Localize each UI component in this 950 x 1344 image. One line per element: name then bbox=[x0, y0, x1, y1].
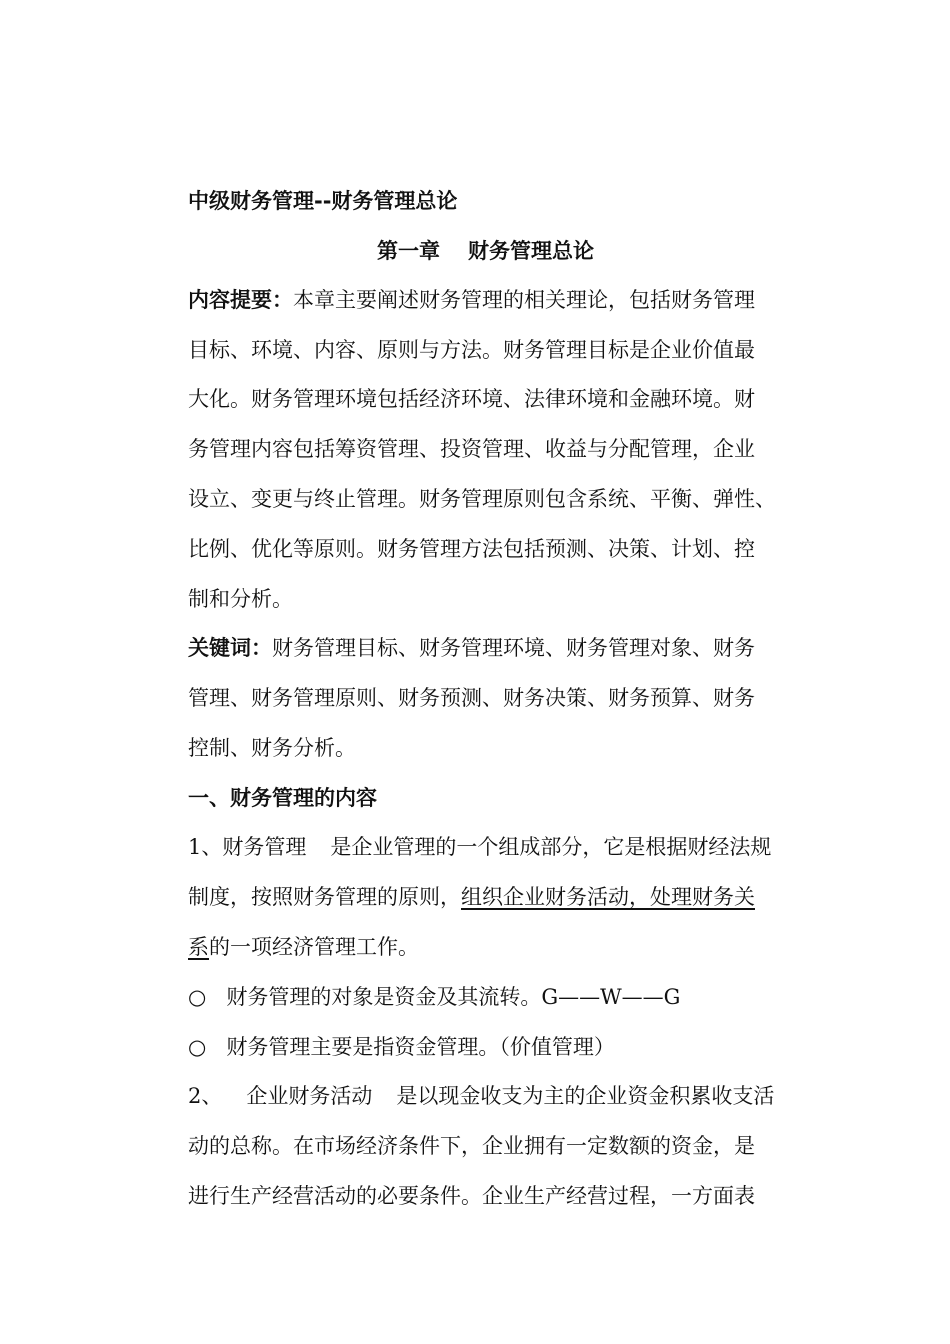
item1-line-3: 系的一项经济管理工作。 bbox=[188, 935, 419, 959]
keywords-line-2: 管理、财务管理原则、财务预测、财务决策、财务预算、财务 bbox=[188, 686, 755, 710]
section-heading: 一、财务管理的内容 bbox=[188, 786, 377, 810]
summary-line-2: 目标、环境、内容、原则与方法。财务管理目标是企业价值最 bbox=[188, 338, 755, 362]
chapter-number: 第一章 bbox=[377, 239, 440, 263]
item2-term: 企业财务活动 bbox=[246, 1084, 373, 1108]
document-title: 中级财务管理--财务管理总论 bbox=[188, 189, 458, 213]
chapter-heading bbox=[377, 236, 594, 266]
circle-bullet-icon: ○ bbox=[188, 985, 207, 1009]
summary-line-7: 制和分析。 bbox=[188, 587, 293, 611]
item1-line-2: 制度，按照财务管理的原则，组织企业财务活动，处理财务关 bbox=[188, 885, 755, 909]
chapter-name: 财务管理总论 bbox=[468, 239, 594, 263]
summary-line-1: 内容提要：本章主要阐述财务管理的相关理论，包括财务管理 bbox=[188, 288, 755, 312]
item1-term: 财务管理 bbox=[222, 835, 307, 859]
circle-bullet-icon: ○ bbox=[188, 1035, 207, 1059]
bullet-item-1: ○ 财务管理的对象是资金及其流转。G——W——G bbox=[188, 985, 681, 1009]
keywords-label: 关键词： bbox=[188, 636, 272, 660]
item2-line-1: 2、 企业财务活动 是以现金收支为主的企业资金积累收支活 bbox=[188, 1084, 775, 1108]
keywords-line-3: 控制、财务分析。 bbox=[188, 736, 356, 760]
item1-line-1: 1、财务管理 是企业管理的一个组成部分，它是根据财经法规 bbox=[188, 835, 772, 859]
underlined-phrase: 组织企业财务活动，处理财务关 bbox=[461, 885, 755, 909]
keywords-line-1: 关键词：财务管理目标、财务管理环境、财务管理对象、财务 bbox=[188, 636, 755, 660]
summary-line-6: 比例、优化等原则。财务管理方法包括预测、决策、计划、控 bbox=[188, 537, 755, 561]
item2-line-3: 进行生产经营活动的必要条件。企业生产经营过程，一方面表 bbox=[188, 1184, 755, 1208]
summary-label: 内容提要： bbox=[188, 288, 293, 312]
bullet-item-2: ○ 财务管理主要是指资金管理。（价值管理） bbox=[188, 1035, 615, 1059]
summary-line-4: 务管理内容包括筹资管理、投资管理、收益与分配管理，企业 bbox=[188, 437, 755, 461]
item2-line-2: 动的总称。在市场经济条件下，企业拥有一定数额的资金，是 bbox=[188, 1134, 755, 1158]
summary-line-3: 大化。财务管理环境包括经济环境、法律环境和金融环境。财 bbox=[188, 387, 755, 411]
summary-line-5: 设立、变更与终止管理。财务管理原则包含系统、平衡、弹性、 bbox=[188, 487, 776, 511]
